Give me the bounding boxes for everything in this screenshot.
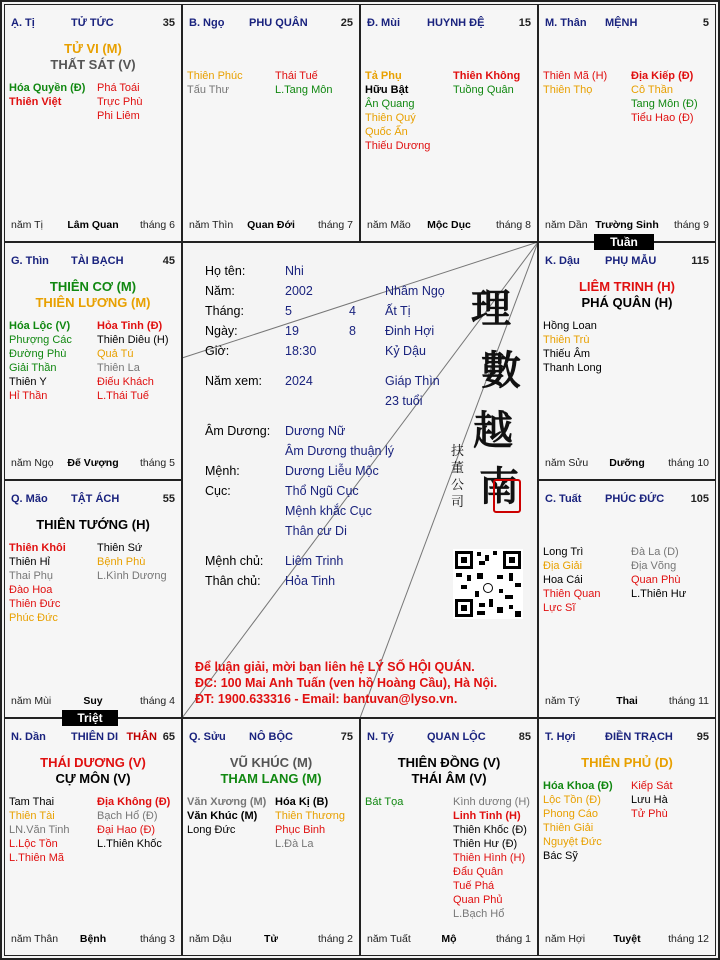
palace-month: tháng 3 <box>139 933 175 945</box>
red-seal-stamp <box>493 479 521 513</box>
minor-star: Văn Xương (M) <box>187 796 267 808</box>
palace-footer <box>367 219 531 233</box>
minor-star: Cô Thần <box>631 84 673 96</box>
palace-header <box>11 17 175 33</box>
main-star: CỰ MÔN (V) <box>55 771 131 786</box>
triet-badge: Triệt <box>62 710 118 726</box>
minor-star: Long Trì <box>543 546 584 558</box>
minor-star: Linh Tinh (H) <box>453 810 521 822</box>
palace-can: Q. Sửu <box>189 731 226 743</box>
palace-ty2 <box>360 718 538 956</box>
minor-star: Đường Phù <box>9 348 67 360</box>
minor-star: Thiên Y <box>9 376 47 388</box>
palace-title: TÀI BẠCH <box>71 255 124 267</box>
palace-major-limit: 45 <box>162 255 175 267</box>
truong-sinh-stage: Đế Vượng <box>67 457 119 469</box>
truong-sinh-stage: Lâm Quan <box>67 219 119 231</box>
right-stars <box>631 545 686 601</box>
main-star: THIÊN LƯƠNG (M) <box>35 295 151 310</box>
main-star: THIÊN ĐỒNG (V) <box>397 755 501 770</box>
palace-major-limit: 35 <box>162 17 175 29</box>
palace-can: C. Tuất <box>545 493 582 505</box>
minor-star: L.Thiên Hư <box>631 588 687 600</box>
truong-sinh-stage: Suy <box>83 695 103 707</box>
palace-header <box>545 493 709 509</box>
minor-star: Bác Sỹ <box>543 850 578 862</box>
minor-star: Hỉ Thần <box>9 390 48 402</box>
minor-star: Long Đức <box>187 824 236 836</box>
palace-month: tháng 5 <box>139 457 175 469</box>
minor-star: Văn Khúc (M) <box>187 810 258 822</box>
left-stars <box>187 795 266 837</box>
palace-major-limit: 25 <box>340 17 353 29</box>
than-chu-value: Hỏa Tinh <box>285 574 336 588</box>
birth-v3: Kỷ Dậu <box>385 344 426 358</box>
palace-title: PHỤ MẪU <box>605 255 657 267</box>
minor-star: Thanh Long <box>543 362 602 374</box>
minor-star: Thiên Diêu (H) <box>97 334 169 346</box>
palace-major-limit: 115 <box>691 255 709 267</box>
birth-v3: Ất Tị <box>385 304 411 318</box>
palace-month: tháng 8 <box>495 219 531 231</box>
minor-star: Tuế Phá <box>453 880 495 892</box>
left-stars <box>543 779 613 863</box>
birth-label: Tháng: <box>205 304 244 318</box>
palace-footer <box>545 933 709 947</box>
right-stars <box>275 69 332 97</box>
palace-header <box>11 255 175 271</box>
left-stars <box>365 69 430 153</box>
palace-ty <box>4 4 182 242</box>
main-star: THẤT SÁT (V) <box>50 57 136 72</box>
main-star: THAM LANG (M) <box>220 771 322 786</box>
minor-star: Địa Không (Đ) <box>97 796 171 808</box>
palace-year: năm Sửu <box>545 457 589 469</box>
truong-sinh-stage: Tử <box>263 933 279 945</box>
truong-sinh-stage: Trường Sinh <box>595 219 659 231</box>
palace-footer <box>189 219 353 233</box>
minor-star: Đẩu Quân <box>453 866 504 878</box>
minor-star: Thái Tuế <box>275 70 318 82</box>
minor-star: Thiếu Dương <box>365 140 431 152</box>
minor-star: Thiên Việt <box>9 96 62 108</box>
main-star: THIÊN CƠ (M) <box>49 279 137 294</box>
center-info-panel <box>182 242 538 718</box>
minor-star: Địa Võng <box>631 560 677 572</box>
minor-star: Đại Hao (Đ) <box>97 824 156 836</box>
palace-title: PHÚC ĐỨC <box>605 493 665 505</box>
than-cu: Thân cư Di <box>285 524 347 538</box>
contact-phone-email[interactable]: ĐT: 1900.633316 - Email: bantuvan@lyso.vn. <box>195 692 458 706</box>
minor-star: L.Lộc Tồn <box>9 838 58 850</box>
minor-star: Hồng Loan <box>543 320 597 332</box>
minor-star: Thiên Mã (H) <box>543 70 608 82</box>
truong-sinh-stage: Thai <box>616 695 638 707</box>
minor-star: Địa Kiếp (Đ) <box>631 70 694 82</box>
minor-star: Kình dương (H) <box>453 796 530 808</box>
left-stars <box>9 795 70 865</box>
left-stars <box>543 545 600 615</box>
truong-sinh-stage: Quan Đới <box>247 219 295 231</box>
palace-footer <box>545 457 709 471</box>
palace-major-limit: 105 <box>690 493 709 505</box>
palace-major-limit: 75 <box>340 731 353 743</box>
palace-hoi <box>538 718 716 956</box>
minor-star: Tuồng Quân <box>453 84 514 96</box>
minor-star: Quả Tú <box>97 348 134 360</box>
palace-header <box>545 731 709 747</box>
birth-v1: 19 <box>285 324 299 338</box>
main-star: THÁI DƯƠNG (V) <box>40 755 146 770</box>
palace-footer <box>367 933 531 947</box>
truong-sinh-stage: Tuyệt <box>613 933 641 945</box>
right-stars <box>97 795 170 851</box>
minor-star: Thiên Thọ <box>543 84 593 96</box>
am-duong-ly: Âm Dương thuận lý <box>285 444 394 458</box>
palace-footer <box>11 933 175 947</box>
palace-month: tháng 1 <box>495 933 531 945</box>
minor-star: Bát Tọa <box>365 796 404 808</box>
birth-v2: 8 <box>349 324 356 338</box>
than-marker: THÂN <box>126 731 157 743</box>
palace-month: tháng 2 <box>317 933 353 945</box>
minor-star: L.Đà La <box>275 838 314 850</box>
palace-year: năm Tý <box>545 695 580 707</box>
than-chu-label: Thân chủ: <box>205 574 261 588</box>
small-seal-text: 扶董公司 <box>451 444 465 510</box>
left-stars <box>9 541 66 625</box>
palace-header <box>189 731 353 747</box>
palace-month: tháng 7 <box>317 219 353 231</box>
left-stars <box>9 319 72 403</box>
truong-sinh-stage: Mộc Dục <box>427 219 471 231</box>
minor-star: Hữu Bật <box>365 84 409 96</box>
nam-xem-can: Giáp Thìn <box>385 374 440 388</box>
palace-title: THIÊN DI <box>71 731 119 743</box>
menh-value: Dương Liễu Mộc <box>285 464 379 478</box>
palace-can: M. Thân <box>545 17 587 29</box>
minor-star: Giải Thần <box>9 362 57 374</box>
minor-star: Ân Quang <box>365 98 415 110</box>
palace-suu <box>182 718 360 956</box>
birth-v1: 18:30 <box>285 344 317 358</box>
minor-star: Tấu Thư <box>187 84 230 96</box>
contact-line-1: Để luận giải, mời bạn liên hệ LÝ SỐ HỘI QUÁN. <box>195 660 475 674</box>
qr-code[interactable] <box>453 549 523 619</box>
minor-star: Thiên Khốc (Đ) <box>453 824 527 836</box>
right-stars <box>275 795 345 851</box>
palace-header <box>11 493 175 509</box>
minor-star: Điếu Khách <box>97 376 154 388</box>
calligraphy-char-1: 理 <box>471 285 511 332</box>
palace-year: năm Hợi <box>545 933 586 945</box>
minor-star: Bạch Hổ (Đ) <box>97 810 158 822</box>
right-stars <box>97 319 169 403</box>
minor-star: Phục Binh <box>275 824 326 836</box>
palace-title: NÔ BỘC <box>249 731 293 743</box>
palace-than <box>538 4 716 242</box>
contact-address: ĐC: 100 Mai Anh Tuấn (ven hồ Hoàng Cầu), Hà Nội. <box>195 676 498 690</box>
palace-mui <box>360 4 538 242</box>
minor-star: Thiên Giải <box>543 822 594 834</box>
menh-label: Mệnh: <box>205 464 240 478</box>
palace-can: B. Ngọ <box>189 17 225 29</box>
minor-star: Thiên Hỉ <box>9 556 50 568</box>
palace-ngo <box>182 4 360 242</box>
main-star: THIÊN TƯỚNG (H) <box>36 517 150 532</box>
minor-star: Thiên Hư (Đ) <box>453 838 518 850</box>
birth-v1: 2002 <box>285 284 313 298</box>
nam-xem-row: Năm xem: <box>205 374 262 388</box>
minor-star: Thiên La <box>97 362 140 374</box>
palace-major-limit: 55 <box>162 493 175 505</box>
palace-tuat <box>538 480 716 718</box>
palace-month: tháng 11 <box>668 695 709 707</box>
minor-star: Lộc Tồn (Đ) <box>543 794 601 806</box>
palace-can: G. Thìn <box>11 255 49 267</box>
minor-star: Phong Cáo <box>543 808 599 820</box>
minor-star: Thiên Phúc <box>187 70 243 82</box>
minor-star: Phượng Các <box>9 334 72 346</box>
palace-footer <box>189 933 353 947</box>
minor-star: Hóa Quyền (Đ) <box>9 82 86 94</box>
palace-footer <box>11 219 175 233</box>
minor-star: Thiên Quý <box>365 112 416 124</box>
palace-footer <box>11 695 175 709</box>
palace-year: năm Mùi <box>11 695 52 707</box>
minor-star: Tang Môn (Đ) <box>631 98 698 110</box>
right-stars <box>97 541 167 583</box>
minor-star: Lưu Hà <box>631 794 668 806</box>
palace-dau <box>538 242 716 480</box>
left-stars <box>187 69 243 97</box>
palace-header <box>11 731 175 747</box>
minor-star: Đào Hoa <box>9 584 53 596</box>
minor-star: Lực Sĩ <box>543 602 576 614</box>
minor-star: Thiên Trù <box>543 334 590 346</box>
minor-star: L.Thiên Mã <box>9 852 65 864</box>
birth-label: Năm: <box>205 284 235 298</box>
palace-month: tháng 4 <box>139 695 175 707</box>
contact-block <box>195 659 497 707</box>
palace-title: QUAN LỘC <box>427 731 486 743</box>
palace-major-limit: 95 <box>696 731 709 743</box>
main-star: THIÊN PHỦ (D) <box>581 755 673 770</box>
birth-label: Ngày: <box>205 324 238 338</box>
birth-label: Họ tên: <box>205 264 246 278</box>
birth-v2: 4 <box>349 304 356 318</box>
left-stars <box>9 81 85 109</box>
minor-star: Thiên Đức <box>9 598 61 610</box>
birth-v3: Nhâm Ngọ <box>385 284 445 298</box>
truong-sinh-stage: Dưỡng <box>609 457 645 469</box>
left-stars <box>365 795 403 809</box>
calligraphy-char-4: 南 <box>479 463 519 510</box>
minor-star: Thiên Tài <box>9 810 55 822</box>
palace-can: Ạ. Tị <box>11 17 35 29</box>
palace-year: năm Thìn <box>189 219 234 231</box>
truong-sinh-stage: Mộ <box>441 933 457 945</box>
birth-v3: Đinh Hợi <box>385 324 435 338</box>
palace-year: năm Dậu <box>189 933 232 945</box>
minor-star: Thai Phụ <box>9 570 54 582</box>
main-star: THÁI ÂM (V) <box>411 771 487 786</box>
minor-star: Bệnh Phù <box>97 556 146 568</box>
palace-thin <box>4 242 182 480</box>
calligraphy-char-3: 越 <box>473 407 513 454</box>
minor-star: Địa Giải <box>543 560 583 572</box>
menh-chu-value: Liêm Trinh <box>285 554 344 568</box>
palace-title: MỆNH <box>605 17 638 29</box>
minor-star: Phá Toái <box>97 82 140 94</box>
am-duong-value: Dương Nữ <box>285 424 346 438</box>
left-stars <box>543 319 602 375</box>
minor-star: Hoa Cái <box>543 574 583 586</box>
palace-title: HUYNH ĐỆ <box>427 17 485 29</box>
right-stars <box>631 779 673 821</box>
palace-footer <box>545 219 709 233</box>
cuc-value: Thổ Ngũ Cục <box>285 484 359 498</box>
menh-chu-label: Mệnh chủ: <box>205 554 264 568</box>
main-star: PHÁ QUÂN (H) <box>581 295 673 310</box>
main-star: LIÊM TRINH (H) <box>578 279 676 294</box>
minor-star: Quan Phủ <box>453 894 503 906</box>
minor-star: Hóa Lộc (V) <box>9 320 71 332</box>
birth-label: Giờ: <box>205 344 230 358</box>
minor-star: L.Tang Môn <box>275 84 333 96</box>
palace-year: năm Thân <box>11 933 59 945</box>
minor-star: Tử Phù <box>631 808 668 820</box>
palace-month: tháng 6 <box>139 219 175 231</box>
birth-v1: 5 <box>285 304 292 318</box>
minor-star: Hỏa Tinh (Đ) <box>97 320 163 332</box>
palace-month: tháng 12 <box>668 933 709 945</box>
right-stars <box>453 69 520 97</box>
palace-mao <box>4 480 182 718</box>
minor-star: Hóa Khoa (Đ) <box>543 780 613 792</box>
nam-xem-value: 2024 <box>285 374 313 388</box>
minor-star: Trực Phù <box>97 96 143 108</box>
calligraphy-char-2: 數 <box>481 347 521 394</box>
palace-title: TẬT ÁCH <box>71 493 120 505</box>
right-stars <box>97 81 142 123</box>
am-duong-label: Âm Dương: <box>205 424 271 438</box>
palace-can: N. Tý <box>367 731 394 743</box>
minor-star: Quốc Ấn <box>365 126 408 138</box>
palace-year: năm Mão <box>367 219 411 231</box>
main-star: VŨ KHÚC (M) <box>229 755 313 770</box>
minor-star: Thiên Hình (H) <box>453 852 526 864</box>
palace-header <box>189 17 353 33</box>
palace-can: Đ. Mùi <box>367 17 400 29</box>
palace-dan <box>4 718 182 956</box>
minor-star: Tiểu Hao (Đ) <box>631 112 694 124</box>
palace-year: năm Tị <box>11 219 43 231</box>
tuoi-value: 23 tuổi <box>385 394 423 408</box>
minor-star: L.Thái Tuế <box>97 390 149 402</box>
tuan-badge: Tuần <box>594 234 654 250</box>
minor-star: Nguyệt Đức <box>543 836 602 848</box>
minor-star: Hóa Kị (B) <box>275 796 329 808</box>
minor-star: L.Kình Dương <box>97 570 167 582</box>
minor-star: Kiếp Sát <box>631 780 673 792</box>
palace-can: K. Dậu <box>545 255 580 267</box>
minor-star: Thiên Sứ <box>97 542 143 554</box>
palace-major-limit: 15 <box>518 17 531 29</box>
palace-title: ĐIỀN TRẠCH <box>605 731 673 743</box>
minor-star: Thiếu Âm <box>543 348 591 360</box>
minor-star: Tam Thai <box>9 796 55 808</box>
right-stars <box>631 69 698 125</box>
palace-title: PHU QUÂN <box>249 17 308 29</box>
truong-sinh-stage: Bệnh <box>79 933 107 945</box>
palace-major-limit: 65 <box>162 731 175 743</box>
palace-footer <box>11 457 175 471</box>
minor-star: Thiên Khôi <box>9 542 66 554</box>
palace-header <box>367 731 531 747</box>
palace-header <box>545 17 709 33</box>
palace-title: TỬ TỨC <box>71 17 114 29</box>
palace-year: năm Ngọ <box>11 457 54 469</box>
minor-star: Đà La (D) <box>631 546 679 558</box>
palace-major-limit: 5 <box>702 17 709 29</box>
minor-star: Thiên Thương <box>275 810 346 822</box>
birth-v1: Nhi <box>285 264 304 278</box>
palace-can: N. Dần <box>11 731 46 743</box>
minor-star: Thiên Quan <box>543 588 601 600</box>
minor-star: LN.Văn Tinh <box>9 824 70 836</box>
palace-can: T. Hợi <box>545 731 576 743</box>
minor-star: L.Bạch Hổ <box>453 908 505 920</box>
palace-header <box>545 255 709 271</box>
cuc-relation: Mệnh khắc Cục <box>285 504 372 518</box>
minor-star: Tả Phụ <box>365 70 402 82</box>
palace-header <box>367 17 531 33</box>
minor-star: Thiên Không <box>453 70 521 82</box>
palace-month: tháng 9 <box>673 219 709 231</box>
palace-year: năm Tuất <box>367 933 411 945</box>
palace-footer <box>545 695 709 709</box>
cuc-label: Cục: <box>205 484 231 498</box>
main-star: TỬ VI (M) <box>64 41 122 56</box>
left-stars <box>543 69 607 97</box>
minor-star: L.Thiên Khốc <box>97 838 162 850</box>
right-stars <box>453 795 530 921</box>
palace-major-limit: 85 <box>518 731 531 743</box>
minor-star: Quan Phù <box>631 574 681 586</box>
minor-star: Phúc Đức <box>9 612 58 624</box>
palace-year: năm Dần <box>545 219 588 231</box>
minor-star: Phi Liêm <box>97 110 140 122</box>
palace-can: Q. Mão <box>11 493 48 505</box>
palace-month: tháng 10 <box>668 457 709 469</box>
